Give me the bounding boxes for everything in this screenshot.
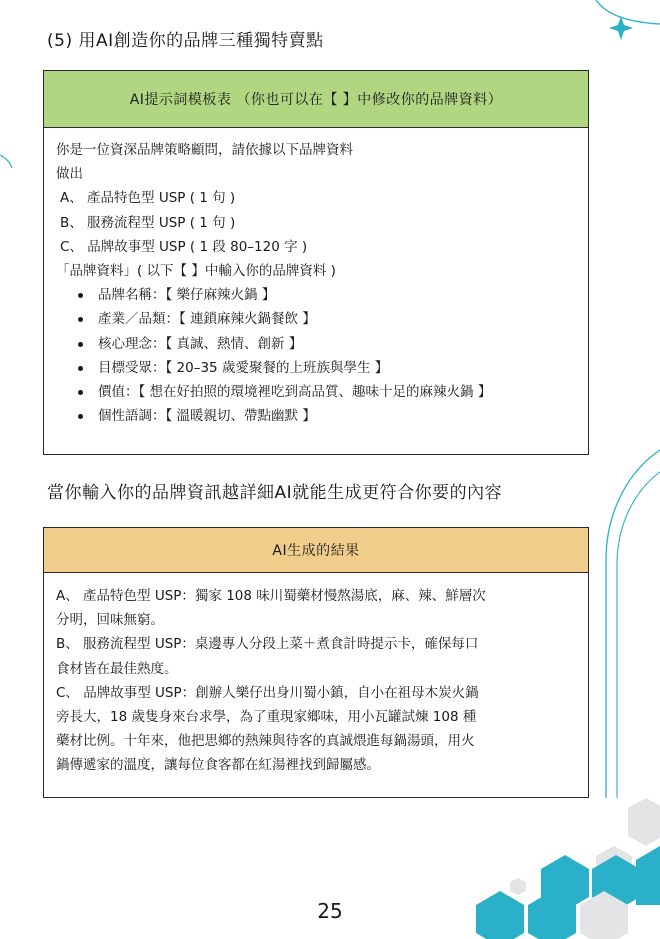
hexagon-grey — [628, 798, 660, 846]
result-line: 鍋傳遞家的溫度，讓每位食客都在紅湯裡找到歸屬感。 — [56, 757, 380, 774]
result-line: C、 品牌故事型 USP：創辦人樂仔出身川蜀小鎮，自小在祖母木炭火鍋 — [56, 684, 479, 701]
target-audience-item: 目標受眾：【 20–35 歲愛聚餐的上班族與學生 】 — [78, 356, 576, 380]
usp-option-b: B、 服務流程型 USP ( 1 句 ) — [60, 214, 236, 231]
ai-result-title: AI生成的結果 — [44, 528, 588, 573]
value-item: 價值：【 想在好拍照的環境裡吃到高品質、趣味十足的麻辣火鍋 】 — [78, 380, 576, 404]
detail-tip-text: 當你輸入你的品牌資訊越詳細AI就能生成更符合你要的內容 — [47, 483, 503, 503]
result-line: 分明，回味無窮。 — [56, 612, 164, 629]
prompt-template-title: AI提示詞模板表 （你也可以在【 】中修改你的品牌資料） — [44, 71, 588, 128]
left-edge-arc — [0, 155, 12, 168]
result-line: 旁長大，18 歲隻身來台求學，為了重現家鄉味，用小瓦罐試煉 108 種 — [56, 709, 477, 726]
result-line: 食材皆在最佳熟度。 — [56, 660, 178, 677]
hexagon-teal — [636, 846, 660, 905]
ai-result-body — [44, 573, 588, 778]
usp-option-c: C、 品牌故事型 USP ( 1 段 80–120 字 ) — [60, 238, 308, 255]
usp-option-a: A、 產品特色型 USP ( 1 句 ) — [60, 190, 236, 207]
prompt-template-box — [43, 70, 589, 455]
brand-data-list — [56, 283, 576, 428]
section-heading: (5) 用AI創造你的品牌三種獨特賣點 — [47, 31, 324, 51]
result-line: 藥材比例。十年來，他把思鄉的熱辣與待客的真誠煨進每鍋湯頭，用火 — [56, 733, 475, 750]
result-line: A、 產品特色型 USP：獨家 108 味川蜀藥材慢熬湯底，麻、辣、鮮層次 — [56, 588, 486, 604]
ai-result-box — [43, 527, 589, 798]
brand-data-intro: 「品牌資料」( 以下【 】中輸入你的品牌資料 ) — [56, 263, 336, 280]
top-right-arc — [596, 0, 660, 24]
page-number: 25 — [317, 899, 343, 923]
right-arch-inner — [617, 472, 660, 798]
prompt-intro-line: 你是一位資深品牌策略顧問，請依據以下品牌資料 — [56, 142, 353, 158]
prompt-template-body — [44, 128, 588, 428]
hexagon-grey — [510, 878, 526, 895]
result-line: B、 服務流程型 USP：桌邊專人分段上菜＋煮食計時提示卡，確保每口 — [56, 636, 479, 653]
prompt-intro-line: 做出 — [56, 166, 83, 183]
brand-name-item: 品牌名稱：【 樂仔麻辣火鍋 】 — [78, 283, 576, 307]
core-values-item: 核心理念：【 真誠、熱情、創新 】 — [78, 332, 576, 356]
industry-item: 產業／品類：【 連鎖麻辣火鍋餐飲 】 — [78, 307, 576, 331]
tone-item: 個性語調：【 溫暖親切、帶點幽默 】 — [78, 404, 576, 428]
